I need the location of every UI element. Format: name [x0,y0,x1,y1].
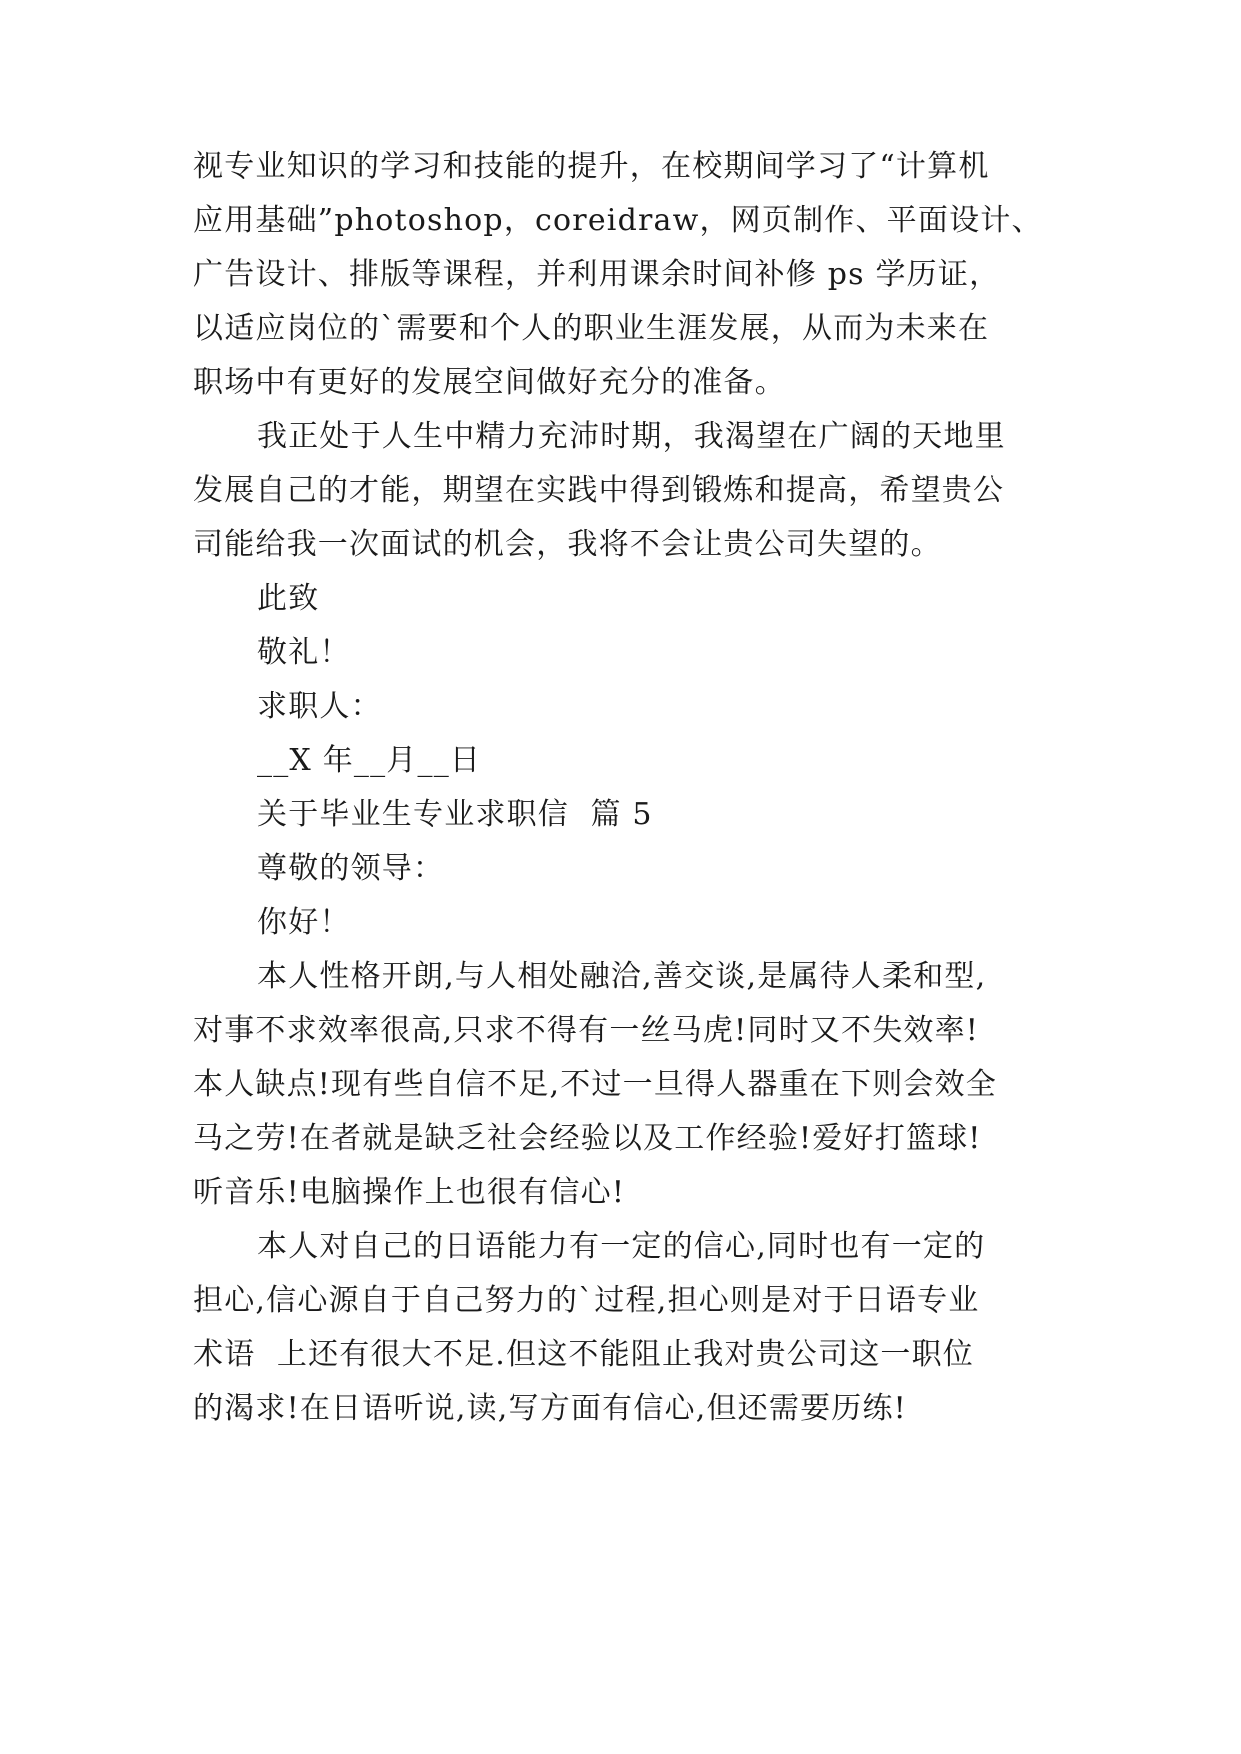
paragraph-first-line: 本人对自己的日语能力有一定的信心,同时也有一定的 [257,1229,986,1264]
closing-regards: 敬礼！ [257,635,351,670]
text-line: 职场中有更好的发展空间做好充分的准备。 [193,365,786,400]
greeting: 你好！ [257,905,351,940]
text-line: 视专业知识的学习和技能的提升，在校期间学习了“计算机 [193,149,990,184]
greeting-salutation: 尊敬的领导： [257,851,445,886]
section-heading: 关于毕业生专业求职信 篇 5 [257,797,653,832]
text-line: 担心,信心源自于自己努力的`过程,担心则是对于日语专业 [193,1283,980,1318]
paragraph-first-line: 本人性格开朗,与人相处融洽,善交谈,是属待人柔和型, [257,959,987,994]
text-line: 司能给我一次面试的机会，我将不会让贵公司失望的。 [193,527,942,562]
date-line: __X 年__月__日 [257,743,482,778]
text-line: 马之劳!在者就是缺乏社会经验以及工作经验!爱好打篮球! [193,1121,982,1156]
text-line: 以适应岗位的`需要和个人的职业生涯发展，从而为未来在 [193,311,990,346]
paragraph-first-line: 我正处于人生中精力充沛时期，我渴望在广阔的天地里 [257,419,1006,454]
text-line: 广告设计、排版等课程，并利用课余时间补修 ps 学历证， [193,257,1001,292]
text-line: 听音乐!电脑操作上也很有信心! [193,1175,626,1210]
applicant-label: 求职人： [257,689,382,724]
text-line: 术语 上还有很大不足.但这不能阻止我对贵公司这一职位 [193,1337,975,1372]
text-line: 本人缺点!现有些自信不足,不过一旦得人器重在下则会效全 [193,1067,997,1102]
text-line: 发展自己的才能，期望在实践中得到锻炼和提高，希望贵公 [193,473,1005,508]
text-line: 的渴求!在日语听说,读,写方面有信心,但还需要历练! [193,1391,907,1426]
closing-salutation: 此致 [257,581,320,616]
text-line: 对事不求效率很高,只求不得有一丝马虎!同时又不失效率! [193,1013,980,1048]
text-line: 应用基础”photoshop，coreidraw，网页制作、平面设计、 [193,203,1043,238]
